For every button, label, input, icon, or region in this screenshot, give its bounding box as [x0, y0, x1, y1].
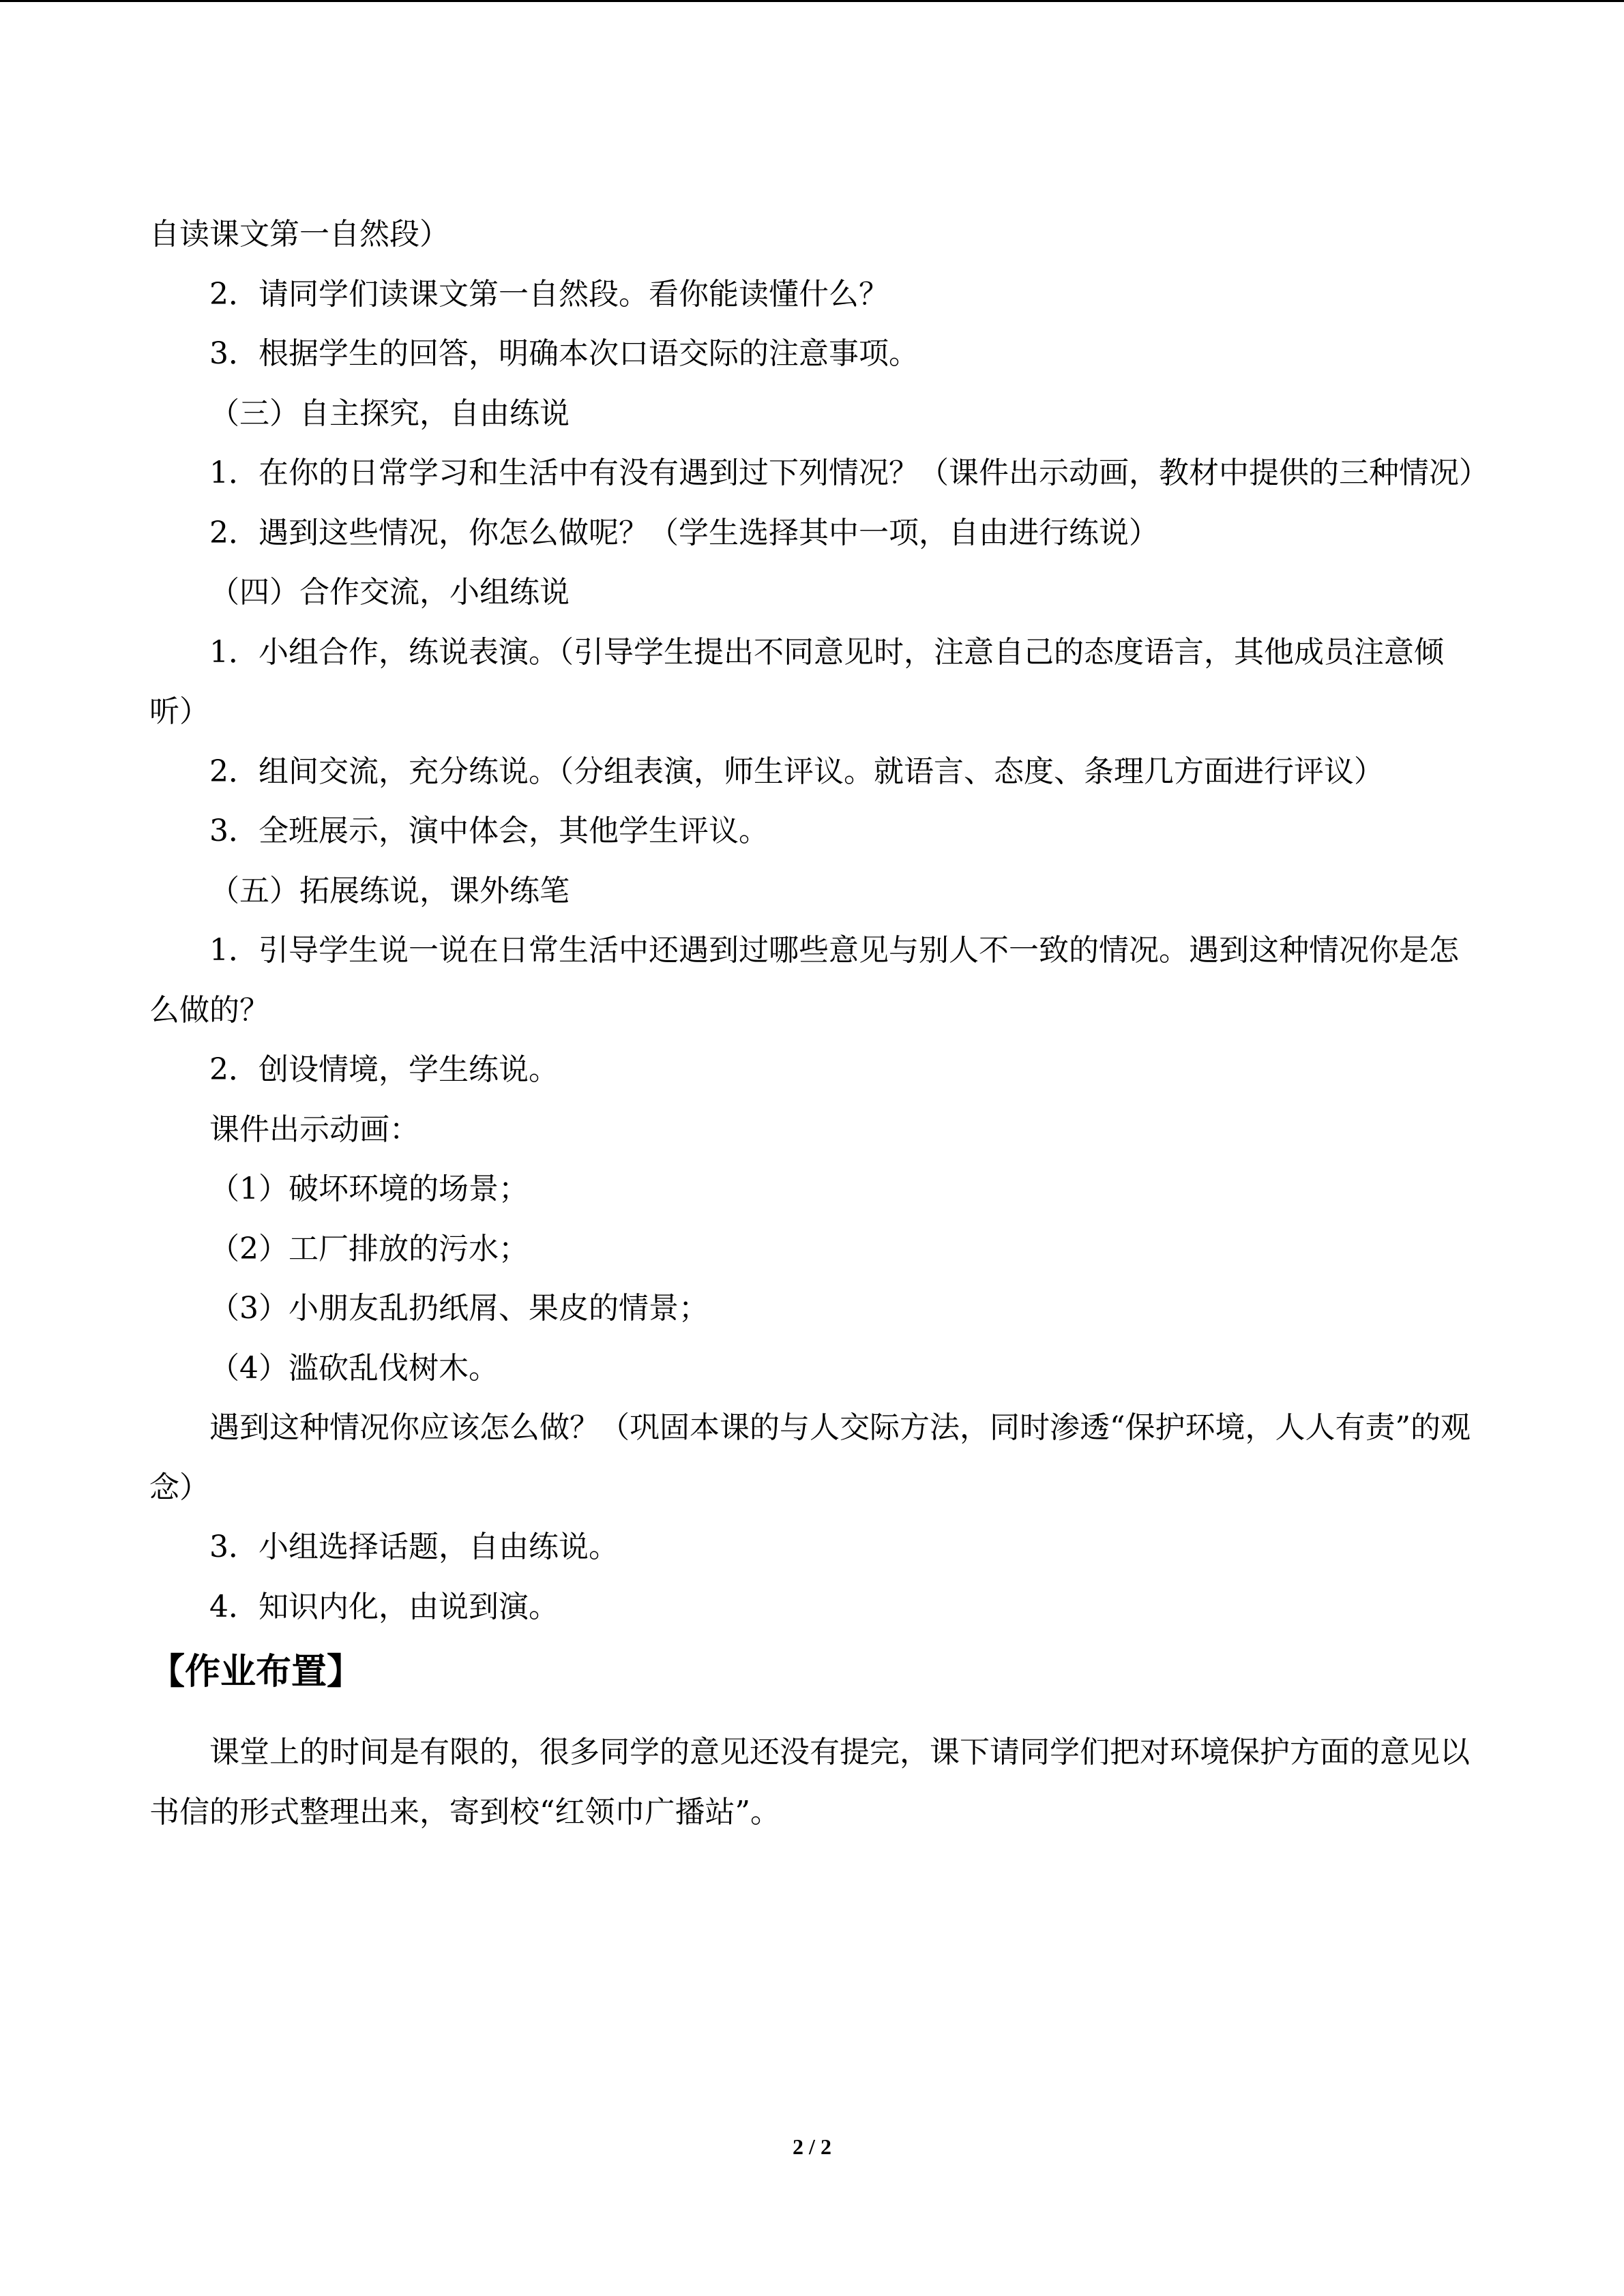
homework-text: 课堂上的时间是有限的，很多同学的意见还没有提完，课下请同学们把对环境保护方面的意见以书信的形式整理出来，寄到校“红领巾广播站”。	[149, 1735, 1470, 1830]
paragraph-section4-step-3: 3．全班展示，演中体会，其他学生评议。	[209, 814, 769, 848]
page-number: 2 / 2	[793, 2134, 831, 2159]
list-item-scene-3: （3）小朋友乱扔纸屑、果皮的情景；	[209, 1291, 709, 1326]
paragraph-section4-step-2: 2．组间交流，充分练说。（分组表演，师生评议。就语言、态度、条理几方面进行评议）	[209, 754, 1384, 789]
list-item-scene-1: （1）破坏环境的场景；	[209, 1172, 529, 1206]
top-border-line	[0, 0, 1624, 2]
paragraph-section5-step-2: 2．创设情境，学生练说。	[209, 1052, 559, 1087]
homework-heading: 【作业布置】	[149, 1652, 363, 1693]
paragraph-section5-step-1: 1．引导学生说一说在日常生活中还遇到过哪些意见与别人不一致的情况。遇到这种情况你是怎么做的？	[149, 933, 1459, 1028]
list-item-scene-2: （2）工厂排放的污水；	[209, 1231, 529, 1266]
section-heading-4: （四）合作交流，小组练说	[209, 575, 570, 610]
paragraph-step-2: 2．请同学们读课文第一自然段。看你能读懂什么？	[209, 276, 889, 312]
paragraph-courseware-intro: 课件出示动画：	[209, 1112, 419, 1147]
paragraph-question: 遇到这种情况你应该怎么做？（巩固本课的与人交际方法，同时渗透“保护环境，人人有责”的观念）	[149, 1410, 1471, 1505]
paragraph-section5-step-4: 4．知识内化，由说到演。	[209, 1589, 559, 1624]
section-heading-5: （五）拓展练说，课外练笔	[209, 873, 570, 908]
document-body	[149, 205, 1489, 1842]
paragraph-section4-step-1: 1．小组合作，练说表演。（引导学生提出不同意见时，注意自己的态度语言，其他成员注意倾听）	[149, 634, 1444, 729]
paragraph-section3-step-2: 2．遇到这些情况，你怎么做呢？（学生选择其中一项，自由进行练说）	[209, 515, 1159, 550]
list-item-scene-4: （4）滥砍乱伐树木。	[209, 1350, 499, 1386]
paragraph-continuation: 自读课文第一自然段）	[149, 217, 449, 252]
paragraph-section3-step-1: 1．在你的日常学习和生活中有没有遇到过下列情况？（课件出示动画，教材中提供的三种情况）	[209, 456, 1489, 490]
section-heading-3: （三）自主探究，自由练说	[209, 396, 570, 431]
paragraph-step-3: 3．根据学生的回答，明确本次口语交际的注意事项。	[209, 336, 919, 371]
paragraph-section5-step-3: 3．小组选择话题，自由练说。	[209, 1530, 619, 1564]
